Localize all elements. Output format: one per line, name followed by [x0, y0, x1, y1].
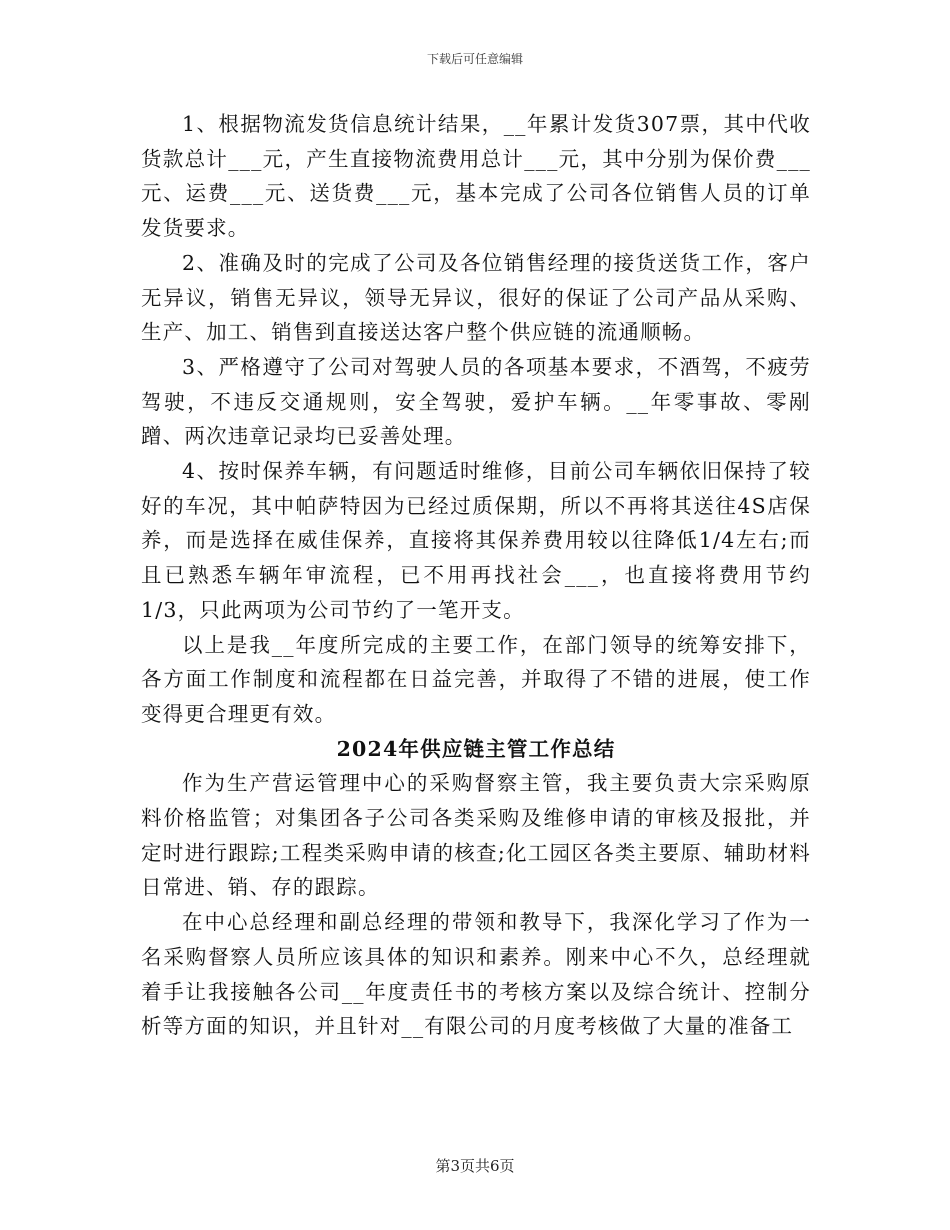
paragraph-item-1: 1、根据物流发货信息统计结果，__年累计发货307票，其中代收货款总计___元，产生直接物流费用总计___元，其中分别为保价费___元、运费___元、送货费___元，基本完成了公司各位销售人员的订单发货要求。: [141, 112, 811, 241]
document-body: [141, 107, 811, 1044]
paragraph-item-3: 3、严格遵守了公司对驾驶人员的各项基本要求，不酒驾，不疲劳驾驶，不违反交通规则，安全驾驶，爱护车辆。__年零事故、零剐蹭、两次违章记录均已妥善处理。: [141, 354, 811, 449]
page-number: 第3页共6页: [435, 1157, 515, 1175]
paragraph-learning: 在中心总经理和副总经理的带领和教导下，我深化学习了作为一名采购督察人员所应该具体的知识和素养。刚来中心不久，总经理就着手让我接触各公司__年度责任书的考核方案以及综合统计、控制分析等方面的知识，并且针对__有限公司的月度考核做了大量的准备工: [141, 910, 811, 1039]
paragraph-item-4: 4、按时保养车辆，有问题适时维修，目前公司车辆依旧保持了较好的车况，其中帕萨特因为已经过质保期，所以不再将其送往4S店保养，而是选择在威佳保养，直接将其保养费用较以往降低1/4左右;而且已熟悉车辆年审流程，已不用再找社会___，也直接将费用节约1/3，只此两项为公司节约了一笔开支。: [141, 459, 811, 622]
paragraph-role: 作为生产营运管理中心的采购督察主管，我主要负责大宗采购原料价格监管；对集团各子公司各类采购及维修申请的审核及报批，并定时进行跟踪;工程类采购申请的核查;化工园区各类主要原、辅助材料日常进、销、存的跟踪。: [141, 771, 811, 900]
section-title: 2024年供应链主管工作总结: [336, 736, 616, 761]
paragraph-item-2: 2、准确及时的完成了公司及各位销售经理的接货送货工作，客户无异议，销售无异议，领导无异议，很好的保证了公司产品从采购、生产、加工、销售到直接送达客户整个供应链的流通顺畅。: [141, 250, 811, 345]
page-header-note: 下载后可任意编辑: [426, 52, 523, 66]
paragraph-summary: 以上是我__年度所完成的主要工作，在部门领导的统筹安排下，各方面工作制度和流程都在日益完善，并取得了不错的进展，使工作变得更合理更有效。: [141, 632, 811, 726]
